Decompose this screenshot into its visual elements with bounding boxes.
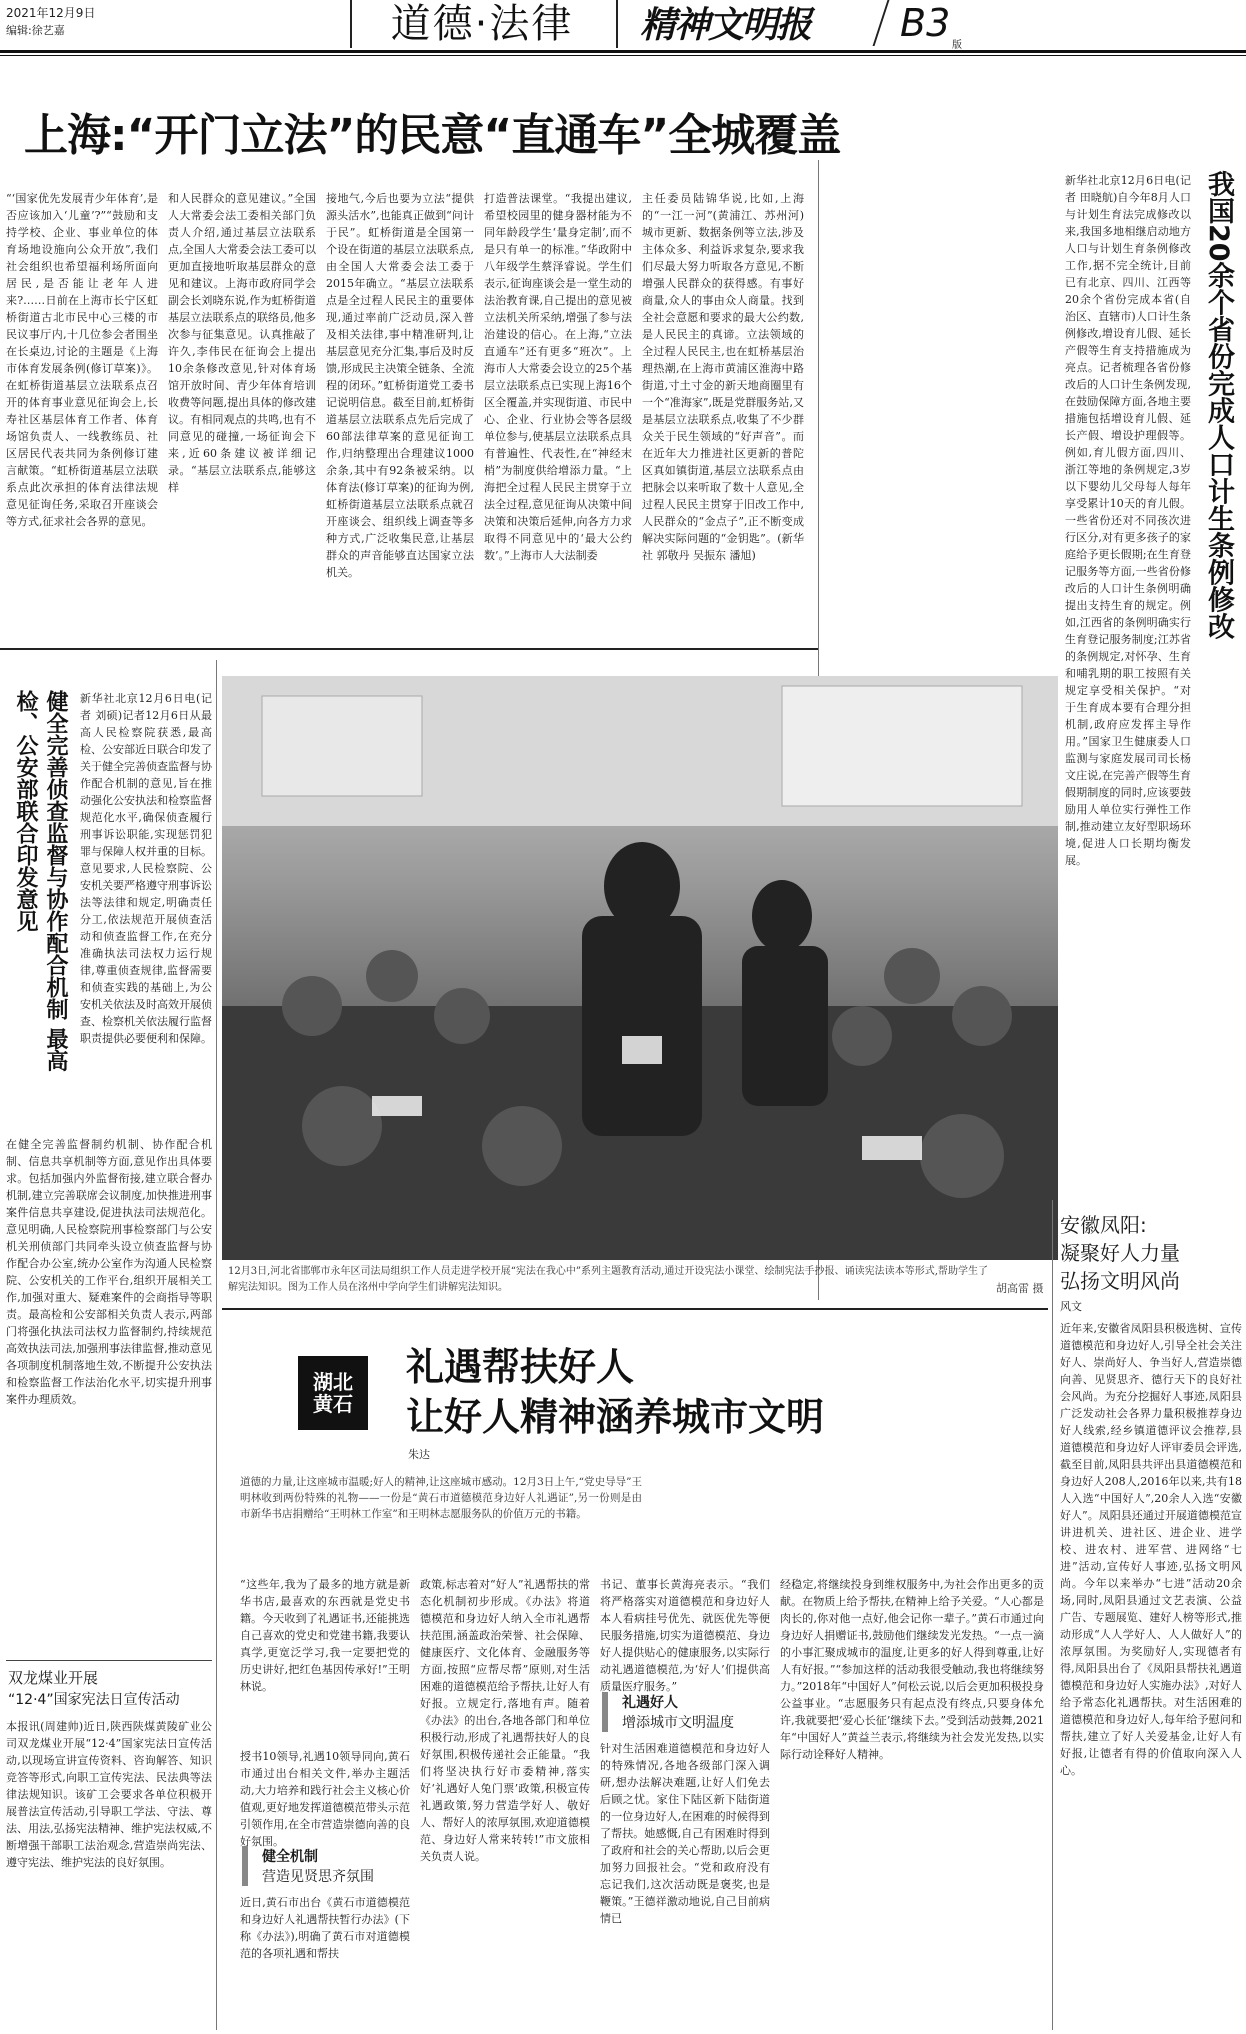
- hubei-sub2: 礼遇好人: [622, 1695, 678, 1711]
- coal-title: 双龙煤业开展: [8, 1669, 99, 1687]
- editor-credit: 编辑:徐艺嘉: [6, 24, 65, 37]
- classroom-photo-illustration: [222, 676, 1058, 1260]
- hubei-badge: [298, 1356, 368, 1430]
- classroom-photo: [222, 676, 1058, 1260]
- fengyang-title-2: 凝聚好人力量: [1060, 1241, 1180, 1265]
- paper-name: 精神文明报: [640, 4, 811, 46]
- issue-date: 2021年12月9日: [6, 6, 96, 20]
- fengyang-title-3: 弘扬文明风尚: [1060, 1269, 1180, 1293]
- left-column-divider: [216, 660, 217, 2030]
- hubei-byline: 朱达: [408, 1448, 430, 1461]
- right-story-spacer: [1065, 740, 1245, 741]
- section-title: 道德·法律: [390, 1, 574, 47]
- hubei-sub1b: 营造见贤思齐氛围: [262, 1869, 374, 1885]
- hubei-sub1-mark: [242, 1846, 260, 1886]
- lead-column-2: 和人民群众的意见建议。”全国人大常委会法工委相关部门负责人介绍,通过基层立法联系点,全国人大常委会法工委可以更加直接地听取基层群众的意见和建议。上海市政府同学会副会长刘晓东说,作为虹桥街道基层立法联系点的联络员,他多次参与征集意见。认真推敲了许久,李伟民在征询会上提出10余条修改意见,针对体育场馆开放时间、青少年体育培训收费等问题,提出具体的修改建议。有相同观点的共鸣,也有不同意见的碰撞,一场征询会下来,近60条建议被详细记录。“基层立法联系点,能够这样: [168, 192, 316, 494]
- hubei-col2: 政策,标志着对“好人”礼遇帮扶的常态化机制初步形成。《办法》将道德模范和身边好人纳入全市礼遇帮扶范围,涵盖政治荣誉、社会保障、健康医疗、文化体育、金融服务等方面,按照“应帮尽帮”原则,对生活困难的道德模范给予帮扶,让好人有好报。立规定行,落地有声。随着《办法》的出台,各地各部门和单位积极行动,形成了礼遇帮扶好人的良好氛围,积极传递社会正能量。“我们将坚决执行好市委精神,落实好‘礼遇好人兔门票’政策,积极宣传礼遇政策,努力营造学好人、敬好人、帮好人的浓厚氛围,欢迎道德模范、身边好人常来转转!”市文旅相关负责人说。: [420, 1578, 590, 1863]
- procuratorate-column-2: 在健全完善监督制约机制、协作配合机制、信息共享机制等方面,意见作出具体要求。包括加强内外监督衔接,建立联合督办机制,建立完善联席会议制度,加快推进刑事案件信息共享建设,促进执法司法规范化。意见明确,人民检察院刑事检察部门与公安机关刑侦部门共同牵头设立侦查监督与协作配合办公室,统办公室作为沟通人民检察院、公安机关的工作平台,组织开展相关工作,加强对重大、疑难案件的会商指导等职责。最高检和公安部相关负责人表示,两部门将强化执法司法权力监督制约,持续规范高效执法司法,加强刑事法律监督,推动意见各项制度机制落地生效,不断提升公安执法和检察监督工作法治化水平,切实提升刑事案件办理质效。: [6, 1138, 212, 1406]
- fengyang-divider: [1052, 1200, 1053, 2030]
- hubei-headline-1: 礼遇帮扶好人: [406, 1345, 635, 1389]
- hubei-intro: 道德的力量,让这座城市温暖;好人的精神,让这座城市感动。12月3日上午,“党史导导”王明林收到两份特殊的礼物——一份是“黄石市道德模范身边好人礼遇证”,另一份则是由市新华书店捐赠给“王明林工作室”和王明林志愿服务队的价值万元的书籍。: [240, 1476, 642, 1520]
- hubei-headline-2: 让好人精神涵养城市文明: [406, 1395, 825, 1439]
- coal-subtitle: “12·4”国家宪法日宣传活动: [8, 1692, 180, 1708]
- hubei-sub2-mark: [602, 1692, 620, 1732]
- fengyang-body: 近年来,安徽省凤阳县积极选树、宣传道德模范和身边好人,引导全社会关注好人、崇尚好人、争当好人,营造崇德向善、见贤思齐、德行天下的良好社会风尚。为充分挖掘好人事迹,凤阳县广泛发动社会各界力量积极推荐身边好人线索,经乡镇道德评议会推荐,县道德模范和身边好人评审委员会评选,截至目前,凤阳县共评出县道德模范和身边好人208人,2016年以来,共有18人入选“中国好人”,20余人入选“安徽好人”。凤阳县还通过开展道德模范宣讲进机关、进社区、进企业、进学校、进农村、进军营、进网络“七进”活动,宣传好人事迹,弘扬文明风尚。今年以来举办“七进”活动20余场,同时,凤阳县通过文艺表演、公益广告、专题展览、建好人榜等形式,推动形成“人人学好人、人人做好人”的浓厚氛围。为奖励好人,实现德者有得,凤阳县出台了《凤阳县帮扶礼遇道德模范和身边好人实施办法》,对好人给予常态化礼遇帮扶。对生活困难的道德模范和身边好人,每年给予慰问和帮扶,建立了好人关爱基金,让好人有好报,让德者有得的价值取向深入人心。: [1060, 1322, 1242, 1777]
- masthead-slash: [873, 0, 890, 46]
- masthead-rule-thin: [0, 55, 1246, 56]
- hubei-col1a: “这些年,我为了最多的地方就是新华书店,最喜欢的东西就是党史书籍。今天收到了礼遇证书,还能挑选自己喜欢的党史和党建书籍,我要认真学,更宽泛学习,我一定要把党的历史讲好,把红色基因传承好!”王明林说。: [240, 1578, 410, 1693]
- hubei-col3b: 针对生活困难道德模范和身边好人的特殊情况,各地各级部门深入调研,想办法解决难题,让好人们免去后顾之忧。家住下陆区新下陆街道的一位身边好人,在困难的时候得到了帮扶。她感慨,自己有困难时得到了政府和社会的关心帮助,以后会更加努力回报社会。“党和政府没有忘记我们,这次活动既是褒奖,也是鞭策。”王德祥激动地说,自己目前病情已: [600, 1742, 770, 1925]
- hubei-top-rule: [222, 1308, 1048, 1310]
- hubei-sub2b: 增添城市文明温度: [622, 1715, 734, 1731]
- photo-credit: 胡高雷 摄: [996, 1282, 1044, 1295]
- lead-column-1: “‘国家优先发展青少年体育’,是否应该加入‘儿童’?”“鼓励和支持学校、企业、事业单位的体育场地设施向公众开放”,我们社会组织也希望福利场所面向居民,是否能让老年人进来?……日前在上海市长宁区虹桥街道古北市民中心三楼的市民议事厅内,十几位参会者围坐在长桌边,讨论的主题是《上海市体育发展条例(修订草案)》。在虹桥街道基层立法联系点召开的体育事业意见征询会上,长寿社区基层体育工作者、体育场馆负责人、一线教练员、社区居民代表共同为条例修订建言献策。“虹桥街道基层立法联系点此次承担的体育法律法规意见征询任务,采取召开座谈会等方式,征求社会各界的意见。: [6, 192, 158, 528]
- hubei-col4: 经稳定,将继续投身到维权服务中,为社会作出更多的贡献。在物质上给予帮扶,在精神上给予关爱。“人心都是肉长的,你对他一点好,他会记你一辈子。”黄石市通过向身边好人捐赠证书,鼓励他们继续发光发热。“一点一滴的小事汇聚成城市的温度,让更多的好人得到尊重,让好人有好报。”“参加这样的活动我很受触动,我也将继续努力。”2018年“中国好人”何松云说,以后会更加积极投身公益事业。“志愿服务只有起点没有终点,只要身体允许,我就要把‘爱心长征’继续下去。”受到活动鼓舞,2021年“中国好人”黄益兰表示,将继续为社会发光发热,以实际行动诠释好人精神。: [780, 1578, 1044, 1761]
- lead-headline: 上海:“开门立法”的民意“直通车”全城覆盖: [24, 110, 841, 161]
- procuratorate-column-1: 新华社北京12月6日电(记者 刘硕)记者12月6日从最高人民检察院获悉,最高检、公安部近日联合印发了关于健全完善侦查监督与协作配合机制的意见,旨在推动强化公安执法和检察监督规范化水平,确保侦查履行刑事诉讼职能,实现惩罚犯罪与保障人权并重的目标。意见要求,人民检察院、公安机关要严格遵守刑事诉讼法等法律和规定,明确责任分工,依法规范开展侦查活动和侦查监督工作,在充分准确执法司法权力运行规律,尊重侦查规律,监督需要和侦查实践的基础上,为公安机关依法及时高效开展侦查、检察机关依法履行监督职责提供必要便利和保障。: [80, 692, 212, 1045]
- procuratorate-title: 健全完善侦查监督与协作配合机制 最高检、公安部联合印发意见: [13, 690, 68, 1072]
- lead-column-4: 打造普法课堂。“我提出建议,希望校园里的健身器材能为不同年龄段学生‘量身定制’,而不是只有单一的标准。”华政附中八年级学生蔡泽睿说。学生们表示,征询座谈会是一堂生动的法治教育课,自己提出的意见被立法机关所采纳,增强了参与法治建设的信心。在上海,“立法直通车”还有更多“班次”。上海市人大常委会设立的25个基层立法联系点已实现上海16个区全覆盖,并实现街道、市民中心、企业、行业协会等各层级单位参与,使基层立法联系点具有普遍性、代表性,在“神经末梢”为制度供给增添力量。“上海把全过程人民民主贯穿于立法全过程,意见征询从决策中间决策和决策后延伸,向各方力求取得不同意见中的‘最大公约数’。”上海市人大法制委: [484, 192, 632, 562]
- lead-column-5: 主任委员陆锦华说,比如,上海的“一江一河”(黄浦江、苏州河)城市更新、数据条例等立法,涉及主体众多、利益诉求复杂,要求我们尽最大努力听取各方意见,不断增强人民群众的获得感。有事好商量,众人的事由众人商量。找到全社会意愿和要求的最大公约数,是人民民主的真谛。立法领域的全过程人民民主,也在虹桥基层治理热潮,在上海市黄浦区淮海中路街道,寸土寸金的新天地商圈里有一个“准海家”,既是党群服务站,又是基层立法联系点,收集了不少群众关于民生领域的“好声音”。而在近年大力推进社区更新的普陀区真如镇街道,基层立法联系点由把脉会以来听取了数十人意见,全过程人民民主贯穿于旧改工作中,人民群众的“金点子”,正不断变成解决实际问题的“金钥匙”。(新华社 郭敬丹 吴振东 潘旭): [642, 192, 804, 562]
- right-story-title: 我国20余个省份完成人口计生条例修改: [1203, 170, 1234, 640]
- fengyang-byline: 风文: [1060, 1300, 1082, 1313]
- hubei-badge-text: 湖北黄石: [313, 1370, 353, 1416]
- lead-column-3: 接地气,今后也要为立法“提供源头活水”,也能真正做到“问计于民”。虹桥街道是全国第一个设在街道的基层立法联系点,由全国人大常委会法工委于2015年确立。“基层立法联系点是全过程人民民主的重要体现,通过率前广泛动员,深入普及相关法律,事中精准研判,让基层意见充分汇集,事后及时反馈,形成民主决策全链条、全流程的闭环。”虹桥街道党工委书记说明信息。截至目前,虹桥街道基层立法联系点先后完成了60部法律草案的意见征询工作,归纳整理出合理建议1000余条,其中有92条被采纳。以体育法(修订草案)的征询为例,虹桥街道基层立法联系点就召开座谈会、组织线上调查等多种方式,广泛收集民意,让基层群众的声音能够直达国家立法机关。: [326, 192, 474, 579]
- masthead-rule: [0, 50, 1246, 53]
- hubei-col3: 书记、董事长黄海亮表示。“我们将严格落实对道德模范和身边好人本人看病挂号优先、就医优先等便民服务措施,切实为道德模范、身边好人提供贴心的健康服务,以实际行动礼遇道德模范,为‘好人’们提供高质量医疗服务。”: [600, 1578, 770, 1693]
- fengyang-title-1: 安徽凤阳:: [1060, 1213, 1147, 1237]
- coal-body: 本报讯(周建帅)近日,陕西陕煤黄陵矿业公司双龙煤业开展“12·4”国家宪法日宣传活动,以现场宣讲宣传资料、咨询解答、知识竞答等形式,向职工宣传宪法、民法典等法律法规知识。该矿工会要求各单位积极开展普法宣传活动,引导职工学法、守法、尊法、用法,弘扬宪法精神、维护宪法权威,不断增强干部职工法治观念,营造崇尚宪法、遵守宪法、维护宪法的良好氛围。: [6, 1720, 212, 1869]
- page-number: B3: [900, 1, 951, 45]
- hubei-sub1: 健全机制: [262, 1849, 318, 1865]
- right-story-body-top: 新华社北京12月6日电(记者 田晓航)自今年8月人口与计划生育法完成修改以来,我国多地相继启动地方人口与计划生育条例修改工作,据不完全统计,目前已有北京、四川、江西等20余个省份完成本省(自治区、直辖市)人口计生条例修改,增设育儿假、延长产假等生育支持措施成为亮点。记者梳理各省份修改后的人口计生条例发现,在鼓励保障方面,各地主要措施包括增设育儿假、延长产假、增设护理假等。例如,育儿假方面,四川、浙江等地的条例规定,3岁以下婴幼儿父母每人每年享受累计10天的育儿假。一些省份还对不同孩次进行区分,对有更多孩子的家庭给予更长假期;在生育登记服务等方面,一些省份修改后的人口计生条例明确提出支持生育的规定。例如,江西省的条例明确实行生育登记服务制度;江苏省的条例规定,对怀孕、生育和哺乳期的职工按照有关规定享受相关保护。“对于生育成本要有合理分担机制,政府应发挥主导作用。”国家卫生健康委人口监测与家庭发展司司长杨文庄说,在完善产假等生育假期制度的同时,应该要鼓励用人单位实行弹性工作制,推动建立友好型职场环境,促进人口长期均衡发展。: [1065, 174, 1191, 867]
- hubei-col1c: 近日,黄石市出台《黄石市道德模范和身边好人礼遇帮扶暂行办法》(下称《办法》),明确了黄石市对道德模范的各项礼遇和帮扶: [240, 1896, 410, 1960]
- page-suffix: 版: [952, 40, 962, 51]
- lead-bottom-rule: [0, 648, 818, 650]
- photo-caption: 12月3日,河北省邯郸市永年区司法局组织工作人员走进学校开展“宪法在我心中”系列主题教育活动,通过开设宪法小课堂、绘制宪法手抄报、诵读宪法读本等形式,帮助学生了解宪法知识。图为工作人员在洺州中学向学生们讲解宪法知识。: [228, 1266, 988, 1293]
- coal-top-rule: [6, 1660, 212, 1661]
- hubei-col1b: 授书10领导,礼遇10领导同向,黄石市通过出台相关文件,举办主题活动,大力培养和践行社会主义核心价值观,更好地发挥道德模范带头示范引领作用,在全市营造崇德向善的良好氛围。: [240, 1750, 410, 1848]
